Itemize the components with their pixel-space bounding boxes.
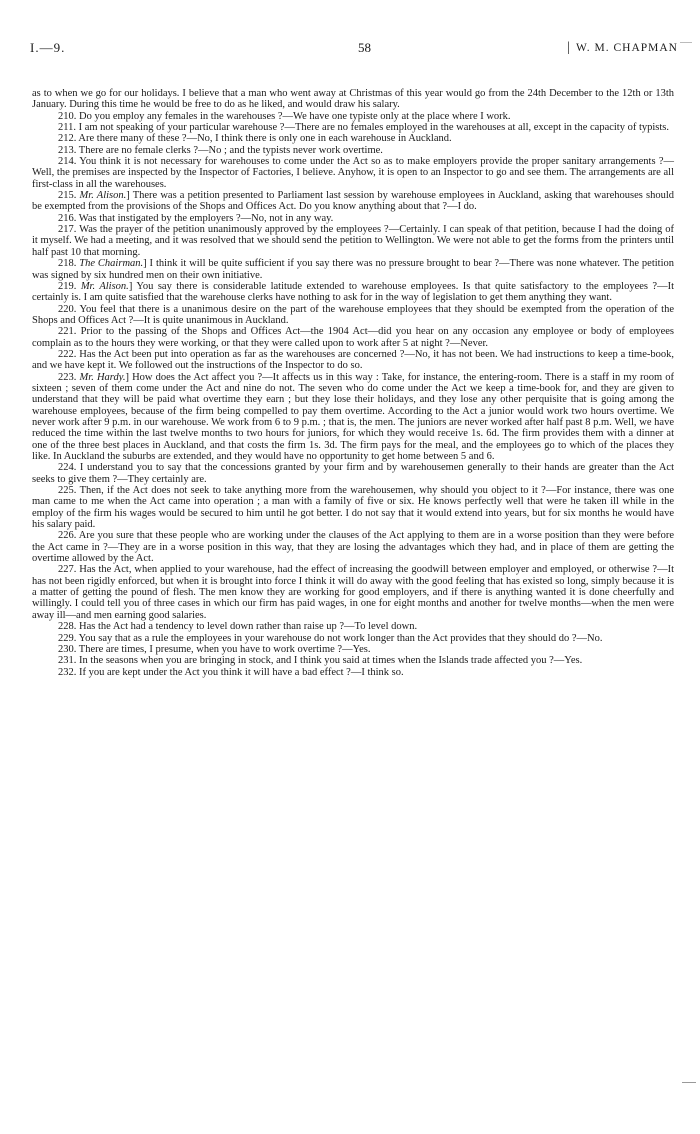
question-paragraph: 230. There are times, I presume, when you have to work overtime ?—Yes.	[58, 643, 371, 655]
question-paragraph: 210. Do you employ any females in the warehouses ?—We have one typiste only at the place where I work.	[58, 110, 511, 122]
question-paragraph: 227. Has the Act, when applied to your warehouse, had the effect of increasing the goodwill between employer and employed, or otherwise ?—It has not been rigidly enforced, but when it is brought into force I think it will do away with the good feeling that has existed so long, simply because it is a matter of getting the pound of flesh. The men know they are working for good employers, and if there is anything wanted it is done cheerfully and willingly. I could tell you of three cases in which our firm has paid wages, in one for eight months and another for twelve months—when the men were away ill—and men earning good salaries.	[32, 564, 674, 621]
question-paragraph: 223. Mr. Hardy.] How does the Act affect you ?—It affects us in this way : Take, for instance, the entering-room. There is a staff in my room of sixteen ; seven of them come under the Act and nine do not. The seven who do come under the Act we keep a time-book for, and they are given to understand that they will be paid what overtime they earn ; but they lose their holidays, and they lose any other perquisite that is going among the warehouse employees, because of the firm being compelled to pay them overtime. According to the Act a junior would work two hours overtime. We never work after 9 p.m. in our warehouse. We work from 6 to 9 p.m. ; that is, the men. The juniors are never worked after half past 8 p.m. Well, we have reduced the time within the last twelve months to two hours for juniors, for which they would receive 1s. 6d. The firm provides them with a dinner at one of the three best places in Auckland, and that costs the firm 1s. 3d. The firm pays for the meal, and the employees go to which of the places they like. In Auckland the suburbs are extended, and they would have no opportunity to get home between 5 and 6.	[32, 371, 675, 462]
question-paragraph: 217. Was the prayer of the petition unanimously approved by the employees ?—Certainly. I can speak of that petition, because I had the doing of it myself. We had a meeting, and it was resolved that we should send the petition to Wellington. We were not able to get the forms from the printers until half past 10 that morning.	[32, 224, 674, 258]
paper-reference: I.—9.	[30, 40, 66, 55]
page-header	[30, 40, 678, 60]
question-paragraph: 214. You think it is not necessary for warehouses to come under the Act so as to make employers provide the proper sanitary arrangements ?—Well, the premises are inspected by the Inspector of Factories, I believe. Anyhow, it is open to an Inspector to go and see them. The arrangements are all first-class in all the warehouses.	[32, 156, 674, 190]
question-paragraph: 228. Has the Act had a tendency to level down rather than raise up ?—To level down.	[58, 621, 418, 633]
question-paragraph: 211. I am not speaking of your particular warehouse ?—There are no females employed in the warehouses at all, except in the capacity of typists.	[58, 122, 670, 134]
question-paragraph: 222. Has the Act been put into operation as far as the warehouses are concerned ?—No, it has not been. We had instructions to keep a time-book, and we have kept it. We followed out the instructions of the Inspector to do so.	[32, 348, 674, 372]
question-paragraph: as to when we go for our holidays. I believe that a man who went away at Christmas of this year would go from the 24th December to the 12th or 13th January. During this time he would be free to do as he liked, and would draw his salary.	[32, 88, 674, 111]
question-paragraph: 219. Mr. Alison.] You say there is considerable latitude extended to warehouse employees. Is that quite satisfactory to the employees ?—It certainly is. I am quite satisfied that the warehouse clerks have nothing to ask for in the way of legislation to get them anything they want.	[32, 280, 674, 304]
question-paragraph: 224. I understand you to say that the concessions granted by your firm and by warehousemen generally to their hands are greater than the Act seeks to give them ?—They certainly are.	[32, 462, 674, 485]
evidence-text	[32, 88, 674, 678]
question-paragraph: 216. Was that instigated by the employers ?—No, not in any way.	[58, 212, 334, 224]
witness-name: | W. M. CHAPMAN	[567, 40, 678, 56]
question-paragraph: 226. Are you sure that these people who are working under the clauses of the Act applying to them are in a worse position than they were before the Act came in ?—They are in a worse position in this way, that they are losing the advantages which they had, and in place of them are getting the overtime allowed by the Act.	[32, 530, 674, 565]
question-paragraph: 232. If you are kept under the Act you think it will have a bad effect ?—I think so.	[58, 666, 404, 678]
margin-mark	[682, 1082, 696, 1083]
question-paragraph: 225. Then, if the Act does not seek to take anything more from the warehousemen, why should you object to it ?—For instance, there was one man came to me when the Act came into operation ; a man with a family of five or six. He knows perfectly well that were he taken ill while in the employ of the firm his wages would be secured to him until he got better. I do not say that it would extend into years, but for six months he would have his salary paid.	[32, 485, 674, 531]
question-paragraph: 220. You feel that there is a unanimous desire on the part of the warehouse employees that they should be exempted from the operation of the Shops and Offices Act ?—It is quite unanimous in Auckland.	[32, 303, 674, 326]
question-paragraph: 221. Prior to the passing of the Shops and Offices Act—the 1904 Act—did you hear on any occasion any employee or body of employees complain as to the hours they were working, or that they were called upon to work after 5 at night ?—Never.	[32, 326, 674, 349]
margin-mark	[680, 42, 692, 43]
question-paragraph: 231. In the seasons when you are bringing in stock, and I think you said at times when the Islands trade affected you ?—Yes.	[58, 655, 583, 667]
speaker-name: Mr. Alison.	[80, 280, 129, 292]
question-paragraph: 212. Are there many of these ?—No, I think there is only one in each warehouse in Auckland.	[58, 133, 452, 145]
question-paragraph: 229. You say that as a rule the employees in your warehouse do not work longer than the Act provides that they should do ?—No.	[58, 632, 603, 644]
page-number: 58	[358, 40, 371, 55]
question-paragraph: 215. Mr. Alison.] There was a petition presented to Parliament last session by warehouse employees in Auckland, asking that warehouses should be exempted from the provisions of the Shops and Offices Act. Do you know anything about that ?—I do.	[32, 190, 675, 213]
question-paragraph: 213. There are no female clerks ?—No ; and the typists never work overtime.	[58, 144, 383, 156]
question-paragraph: 218. The Chairman.] I think it will be quite sufficient if you say there was no pressure brought to bear ?—There was none whatever. The petition was signed by six hundred men on their own initiative.	[32, 258, 675, 281]
speaker-name: The Chairman.	[79, 258, 144, 270]
speaker-name: Mr. Alison.	[79, 190, 127, 202]
speaker-name: Mr. Hardy.	[79, 371, 126, 383]
